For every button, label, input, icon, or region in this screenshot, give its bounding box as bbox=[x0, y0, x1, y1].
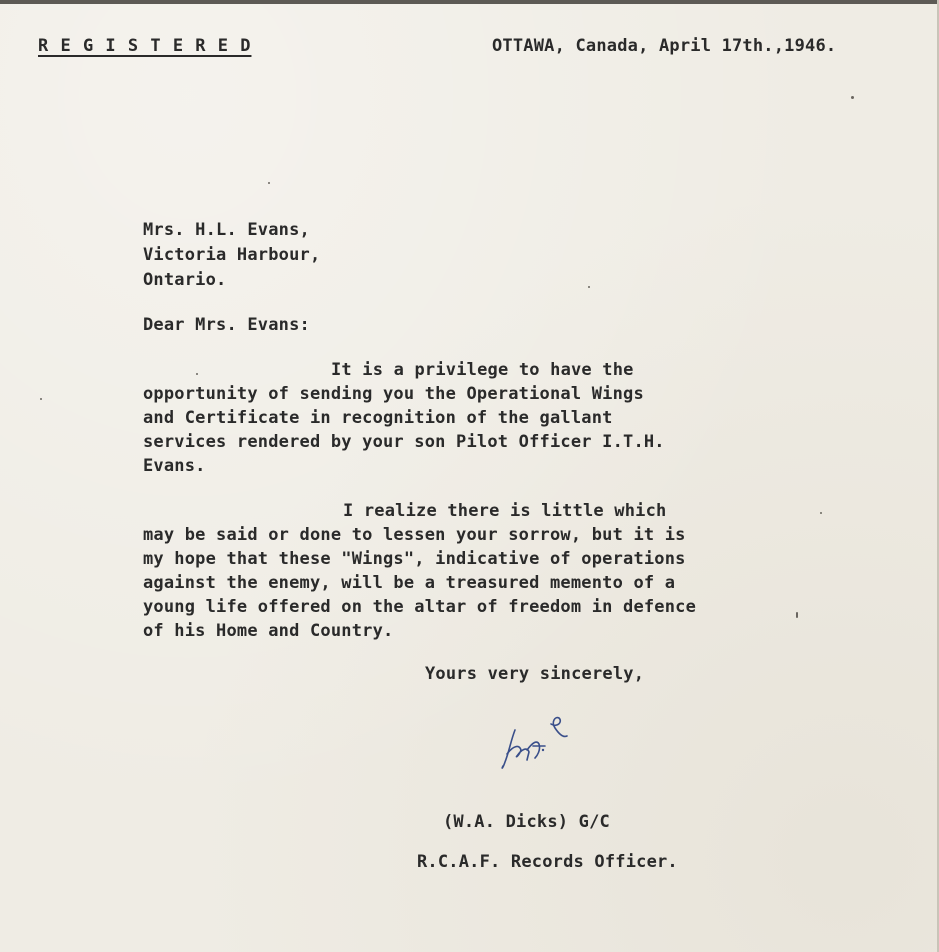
recipient-town: Victoria Harbour, bbox=[143, 245, 321, 265]
paragraph-line: and Certificate in recognition of the gallant bbox=[143, 408, 613, 428]
paper-speck bbox=[820, 512, 822, 514]
paragraph-line: against the enemy, will be a treasured memento of a bbox=[143, 573, 676, 593]
date-line: OTTAWA, Canada, April 17th.,1946. bbox=[492, 36, 837, 56]
paper-speck bbox=[588, 286, 590, 288]
paragraph-line: my hope that these "Wings", indicative of operations bbox=[143, 549, 686, 569]
signatory-name: (W.A. Dicks) G/C bbox=[443, 812, 610, 832]
paper-speck bbox=[851, 96, 854, 99]
signatory-title: R.C.A.F. Records Officer. bbox=[417, 852, 678, 872]
paragraph-line: young life offered on the altar of freedom in defence bbox=[143, 597, 697, 617]
paper-speck bbox=[40, 398, 42, 400]
registered-stamp: R E G I S T E R E D bbox=[38, 36, 252, 56]
paper-speck bbox=[268, 182, 270, 184]
scan-top-edge bbox=[0, 0, 939, 4]
paragraph-line: I realize there is little which bbox=[343, 501, 667, 521]
closing: Yours very sincerely, bbox=[425, 664, 645, 684]
paragraph-line: opportunity of sending you the Operational Wings bbox=[143, 384, 644, 404]
paragraph-line: services rendered by your son Pilot Officer I.T.H. bbox=[143, 432, 665, 452]
paragraph-line: It is a privilege to have the bbox=[331, 360, 634, 380]
recipient-name: Mrs. H.L. Evans, bbox=[143, 220, 310, 240]
paragraph-line: Evans. bbox=[143, 456, 206, 476]
paragraph-line: may be said or done to lessen your sorrow, but it is bbox=[143, 525, 686, 545]
salutation: Dear Mrs. Evans: bbox=[143, 315, 310, 335]
paper-speck bbox=[196, 373, 198, 375]
paper-speck bbox=[796, 612, 798, 618]
recipient-province: Ontario. bbox=[143, 270, 227, 290]
paragraph-line: of his Home and Country. bbox=[143, 621, 394, 641]
handwritten-initials-signature bbox=[497, 716, 577, 776]
